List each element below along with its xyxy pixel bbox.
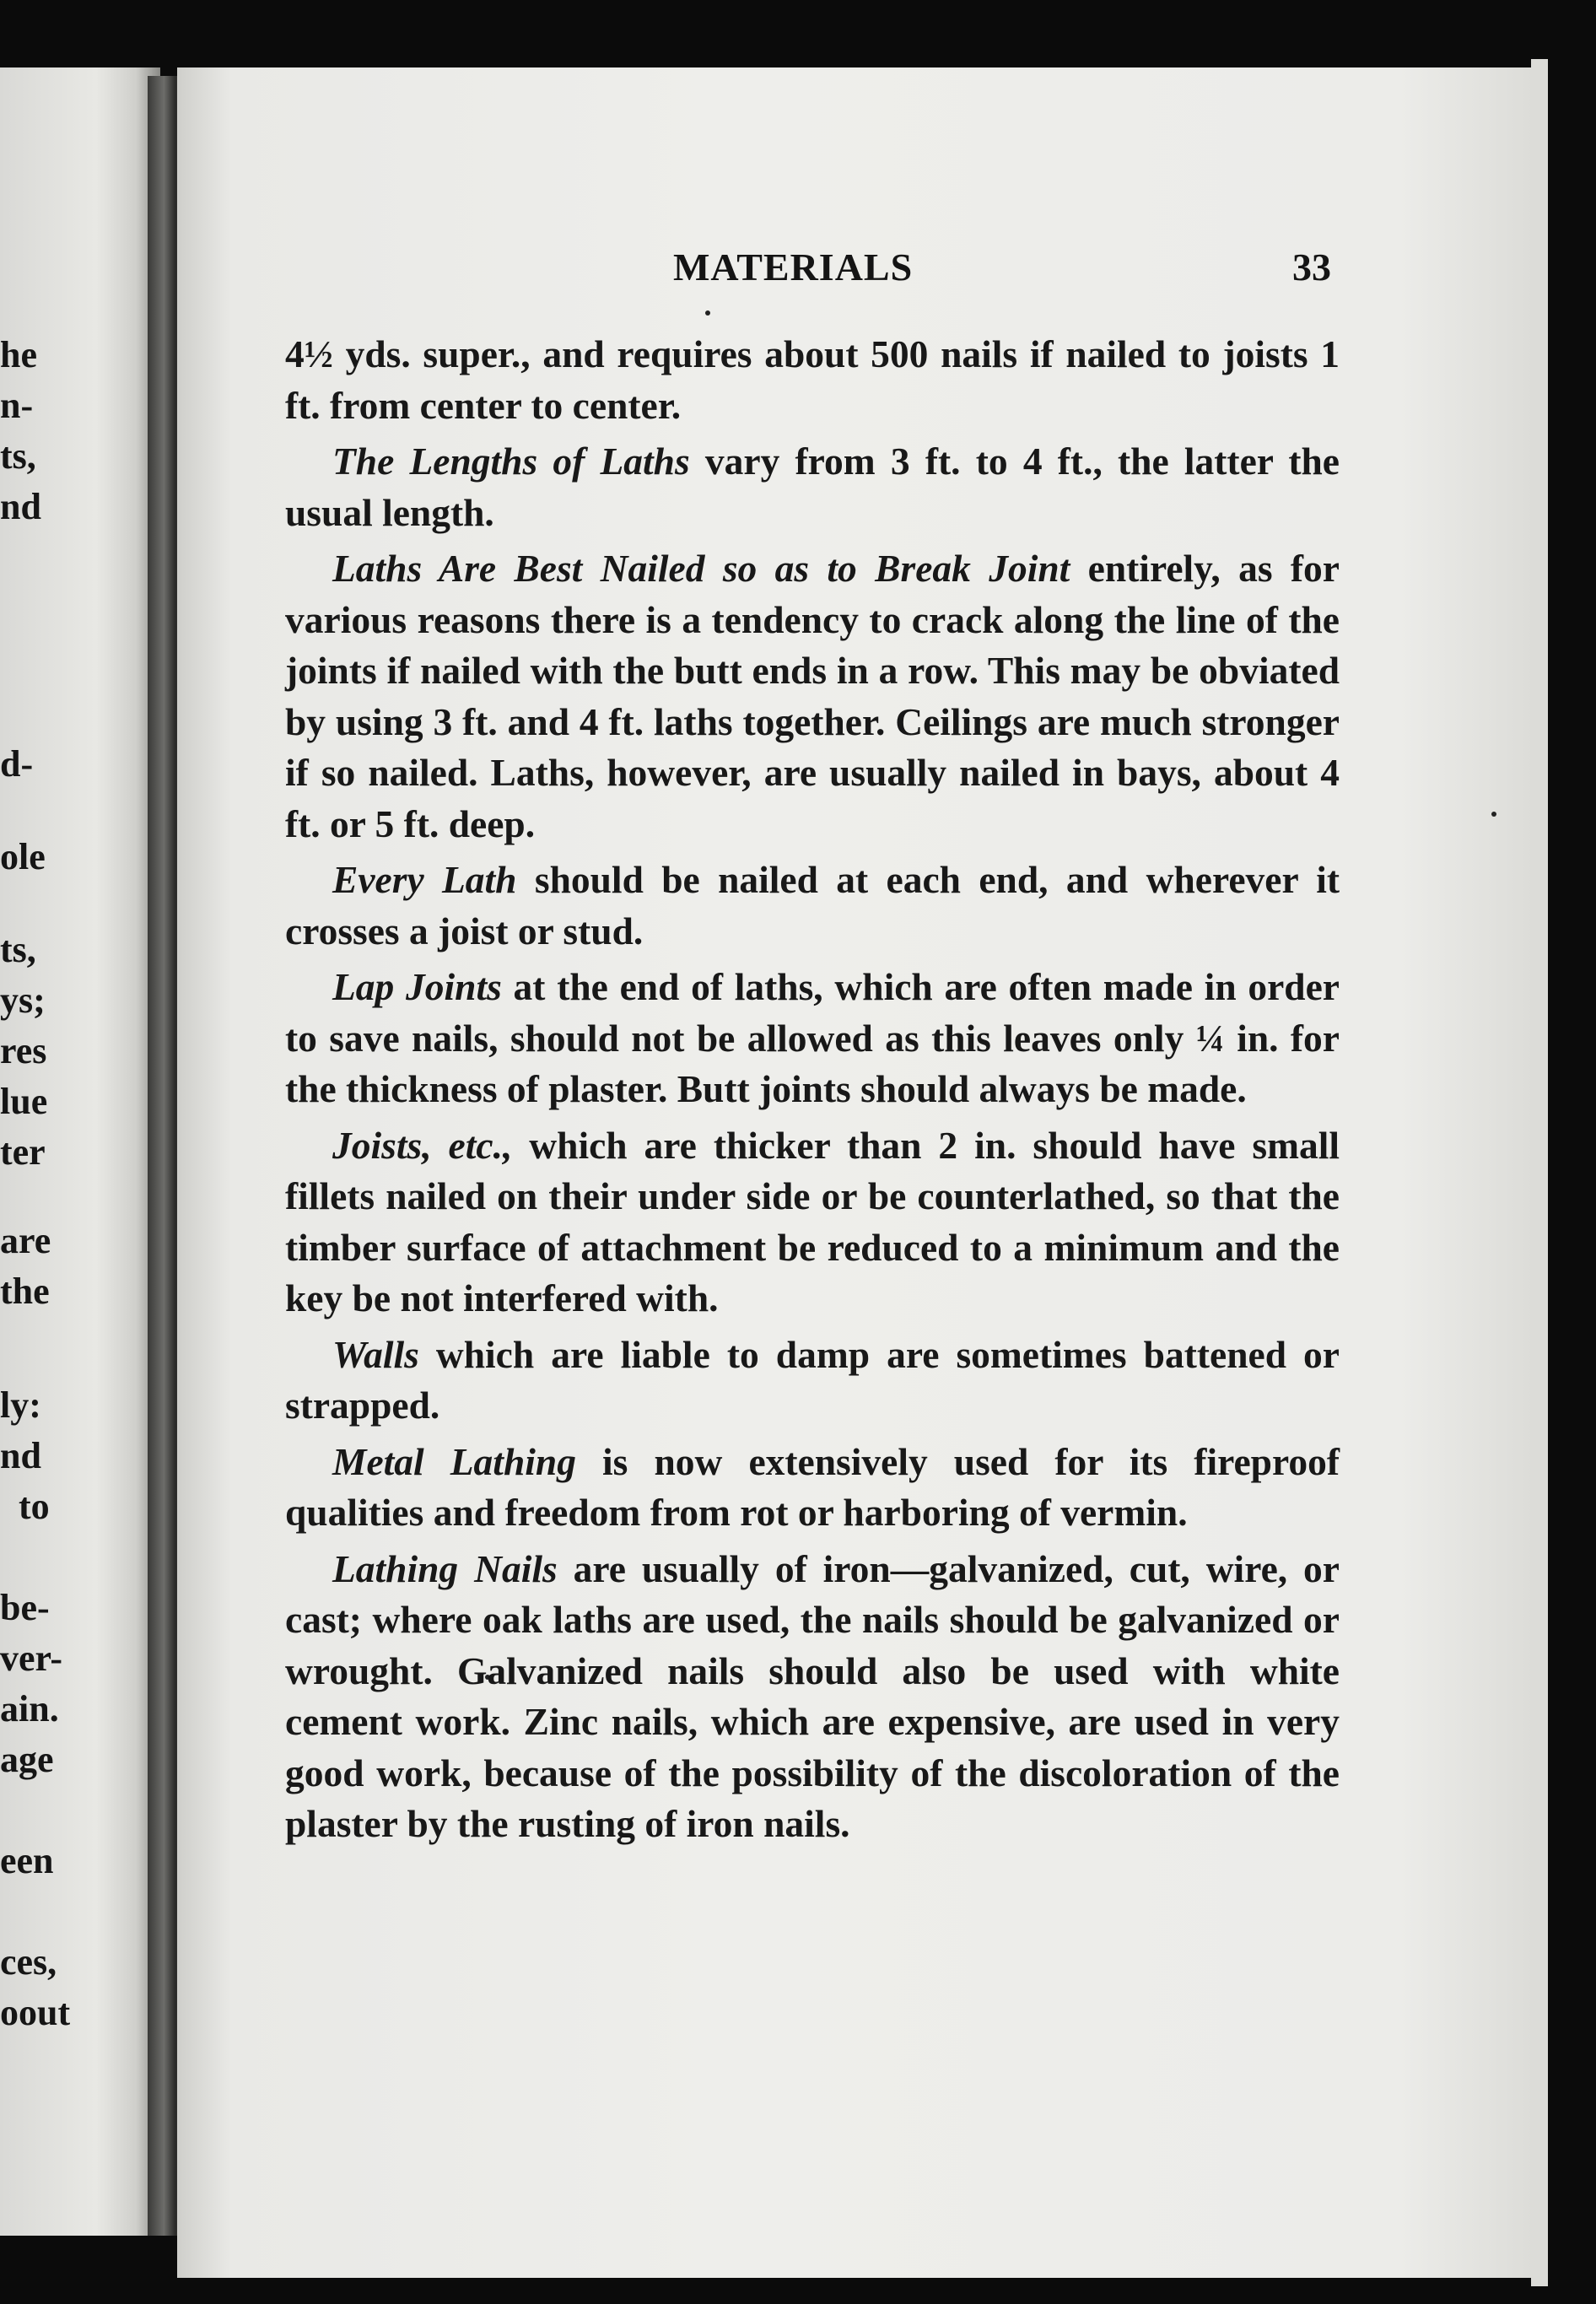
- left-page-line: are: [0, 1220, 51, 1261]
- paragraph-text: which are liable to damp are sometimes battened or strapped.: [285, 1332, 1340, 1427]
- paragraph-text: is now extensively used for its fireproof qualities and freedom from rot or harboring of vermin.: [285, 1439, 1340, 1534]
- body-text: [285, 329, 1340, 1855]
- left-page-line: ts,: [0, 929, 36, 970]
- paragraph: [285, 329, 1340, 431]
- left-page-line: ys;: [0, 979, 46, 1021]
- page-number: 33: [1292, 246, 1331, 289]
- paragraph-lead: Laths Are Best Nailed so as to Break Joint: [332, 547, 1070, 590]
- print-speck: [1491, 812, 1496, 817]
- left-page-line: nd: [0, 486, 41, 527]
- left-page-line: the: [0, 1271, 50, 1312]
- left-page-line: age: [0, 1739, 54, 1780]
- left-page-line: ole: [0, 836, 46, 877]
- paragraph-text: which are thicker than 2 in. should have small fillets nailed on their under side or be counterlathed, so that the timber surface of attachment be reduced to a minimum and the key be not interfered with.: [285, 1123, 1340, 1319]
- running-head-title: MATERIALS: [673, 246, 914, 289]
- left-page-line: ter: [0, 1131, 46, 1173]
- paragraph-lead: Metal Lathing: [332, 1439, 576, 1483]
- left-page-line: res: [0, 1030, 47, 1071]
- paragraph-text: entirely, as for various reasons there is a tendency to crack along the line of the joints if nailed with the butt ends in a row. This may be obviated by using 3 ft. and 4 ft. laths together. Ceilings are much stronger if so nailed. Laths, however, are usually nailed in bays, about 4 ft. or 5 ft. deep.: [285, 547, 1340, 845]
- paragraph-lead: Joists, etc.,: [332, 1123, 513, 1167]
- paragraph-text: at the end of laths, which are often made in order to save nails, should not be allowed as this leaves only ¼ in. for the thickness of plaster. Butt joints should always be made.: [285, 965, 1340, 1110]
- left-page-line: ver-: [0, 1638, 63, 1679]
- paragraph-lead: The Lengths of Laths: [332, 440, 690, 483]
- paragraph: [285, 1544, 1340, 1850]
- left-page-line: to: [19, 1486, 50, 1527]
- paragraph-lead: Walls: [332, 1332, 419, 1376]
- left-page-line: een: [0, 1840, 54, 1881]
- paragraph: [285, 543, 1340, 850]
- paragraph-text: vary from 3 ft. to 4 ft., the latter the usual length.: [285, 440, 1340, 534]
- left-page-line: he: [0, 334, 37, 375]
- paragraph: [285, 1120, 1340, 1325]
- left-page-line: ain.: [0, 1688, 59, 1729]
- running-head: [0, 245, 1596, 295]
- paragraph: [285, 436, 1340, 538]
- left-page-fragment: [0, 67, 160, 2236]
- paragraph-lead: Lathing Nails: [332, 1546, 558, 1590]
- page-edge: [1531, 59, 1548, 2286]
- paragraph-text: 4½ yds. super., and requires about 500 nails if nailed to joists 1 ft. from center to center.: [285, 332, 1340, 427]
- left-page-line: oout: [0, 1992, 71, 2033]
- left-page-line: n-: [0, 385, 34, 426]
- left-page-line: d-: [0, 743, 34, 785]
- left-page-line: nd: [0, 1435, 41, 1476]
- paragraph: [285, 962, 1340, 1115]
- left-page-line: ts,: [0, 435, 36, 477]
- paragraph-text: should be nailed at each end, and wherever it crosses a joist or stud.: [285, 858, 1340, 952]
- paragraph: [285, 1330, 1340, 1432]
- print-speck: [705, 310, 710, 316]
- paragraph-lead: Every Lath: [332, 858, 517, 901]
- left-page-line: ces,: [0, 1941, 57, 1983]
- paragraph: [285, 1437, 1340, 1539]
- paragraph-text: are usually of iron—galvanized, cut, wire, or cast; where oak laths are used, the nails should be galvanized or wrought. Galvanized nails should also be used with white cement work. Zinc nails, which are expensive, are used in very good work, because of the possibility of the discoloration of the plaster by the rusting of iron nails.: [285, 1546, 1340, 1845]
- left-page-line: lue: [0, 1081, 48, 1122]
- left-page-line: be-: [0, 1587, 50, 1628]
- left-page-line: ly:: [0, 1384, 41, 1426]
- paragraph-lead: Lap Joints: [332, 965, 502, 1008]
- paragraph: [285, 855, 1340, 957]
